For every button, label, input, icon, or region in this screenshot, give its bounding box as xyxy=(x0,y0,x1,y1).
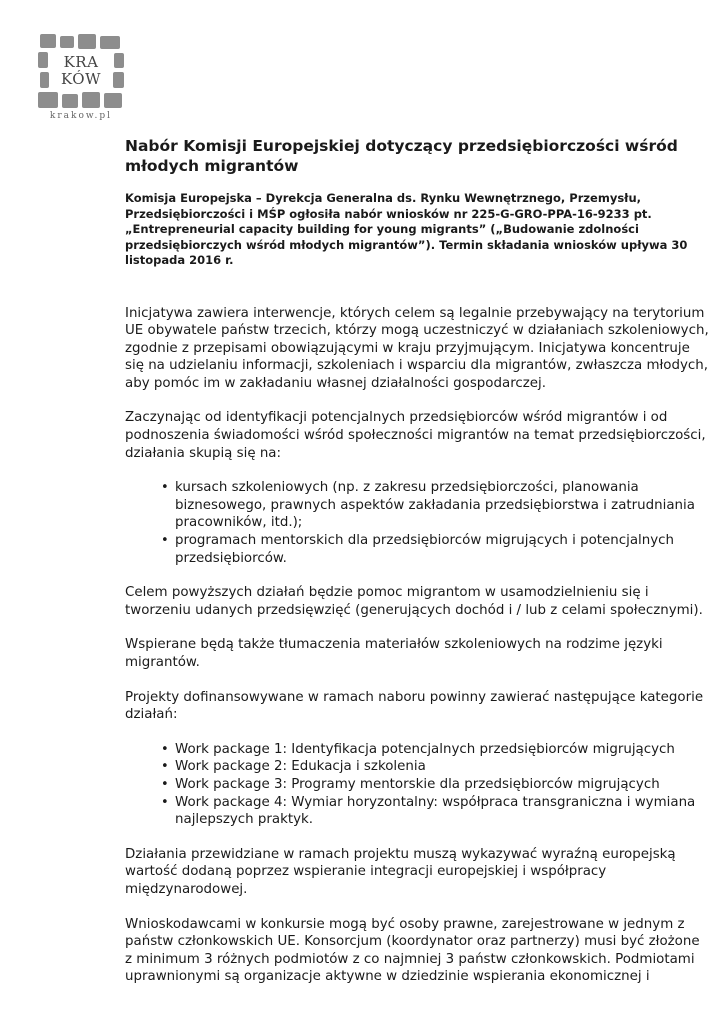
article-title: Nabór Komisji Europejskiej dotyczący przedsiębiorczości wśród młodych migrantów xyxy=(125,137,678,175)
bullet: • xyxy=(161,533,169,549)
list-item xyxy=(161,794,710,829)
krakow-logo xyxy=(38,34,124,126)
list-item-text: programach mentorskich dla przedsiębiorców migrujących i potencjalnych przedsiębiorców. xyxy=(175,533,675,566)
bullet: • xyxy=(161,741,169,757)
paragraph-7: Wnioskodawcami w konkursie mogą być osoby prawne, zarejestrowane w jednym z państw członkowskich UE. Konsorcjum (koordynator oraz partnerzy) musi być złożone z minimum 3 różnych podmiotów z co najmniej 3 państw członkowskich. Podmiotami uprawnionymi są organizacje aktywne w dziedzinie wspierania ekonomicznej i xyxy=(125,916,700,985)
article xyxy=(125,136,710,986)
paragraph-5: Projekty dofinansowywane w ramach naboru powinny zawierać następujące kategorie działań: xyxy=(125,689,704,723)
list-item xyxy=(161,758,710,776)
logo-word-top: KRA xyxy=(63,53,99,71)
list-item xyxy=(161,532,710,567)
paragraph-3: Celem powyższych działań będzie pomoc migrantom w usamodzielnieniu się i tworzeniu udanych przedsięwzięć (generujących dochód i / lub z celami społecznymi). xyxy=(125,585,703,618)
work-packages-list xyxy=(125,741,710,829)
logo-frame xyxy=(38,34,124,108)
bullet: • xyxy=(161,480,169,496)
list-item xyxy=(161,776,710,794)
list-item xyxy=(161,741,710,759)
article-lead: Komisja Europejska – Dyrekcja Generalna ds. Rynku Wewnętrznego, Przemysłu, Przedsiębiorczości i MŚP ogłosiła nabór wniosków nr 225-G-GRO-PPA-16-9233 pt. „Entrepreneurial capacity building for young migrants” („Budowanie zdolności przedsiębiorczych wśród młodych migrantów”). Termin składania wniosków upływa 30 listopada 2016 r. xyxy=(125,191,688,267)
list-item-text: Work package 3: Programy mentorskie dla przedsiębiorców migrujących xyxy=(175,776,660,792)
list-item xyxy=(161,479,710,532)
bullet: • xyxy=(161,794,169,810)
logo-url: krakow.pl xyxy=(49,111,113,121)
activities-list xyxy=(125,479,710,567)
paragraph-4: Wspierane będą także tłumaczenia materiałów szkoleniowych na rodzime języki migrantów. xyxy=(125,637,663,670)
list-item-text: kursach szkoleniowych (np. z zakresu przedsiębiorczości, planowania biznesowego, prawnych aspektów zakładania przedsiębiorstwa i zatrudniania pracowników, itd.); xyxy=(175,480,695,531)
paragraph-2: Zaczynając od identyfikacji potencjalnych przedsiębiorców wśród migrantów i od podnoszenia świadomości wśród społeczności migrantów na temat przedsiębiorczości, działania skupią się na: xyxy=(125,410,706,461)
logo-word-bottom: KÓW xyxy=(60,70,102,88)
list-item-text: Work package 4: Wymiar horyzontalny: współpraca transgraniczna i wymiana najlepszych praktyk. xyxy=(175,794,696,828)
paragraph-6: Działania przewidziane w ramach projektu muszą wykazywać wyraźną europejską wartość dodaną poprzez wspieranie integracji europejskiej i współpracy międzynarodowej. xyxy=(125,846,676,897)
paragraph-1: Inicjatywa zawiera interwencje, których celem są legalnie przebywający na terytorium UE obywatele państw trzecich, którzy mogą uczestniczyć w działaniach szkoleniowych, zgodnie z przepisami obowiązującymi w kraju przyjmującym. Inicjatywa koncentruje się na udzielaniu informacji, szkoleniach i wsparciu dla migrantów, zwłaszcza młodych, aby pomóc im w zakładaniu własnej działalności gospodarczej. xyxy=(125,305,709,391)
bullet: • xyxy=(161,776,169,792)
list-item-text: Work package 2: Edukacja i szkolenia xyxy=(175,759,426,775)
bullet: • xyxy=(161,759,169,775)
list-item-text: Work package 1: Identyfikacja potencjalnych przedsiębiorców migrujących xyxy=(175,741,675,757)
